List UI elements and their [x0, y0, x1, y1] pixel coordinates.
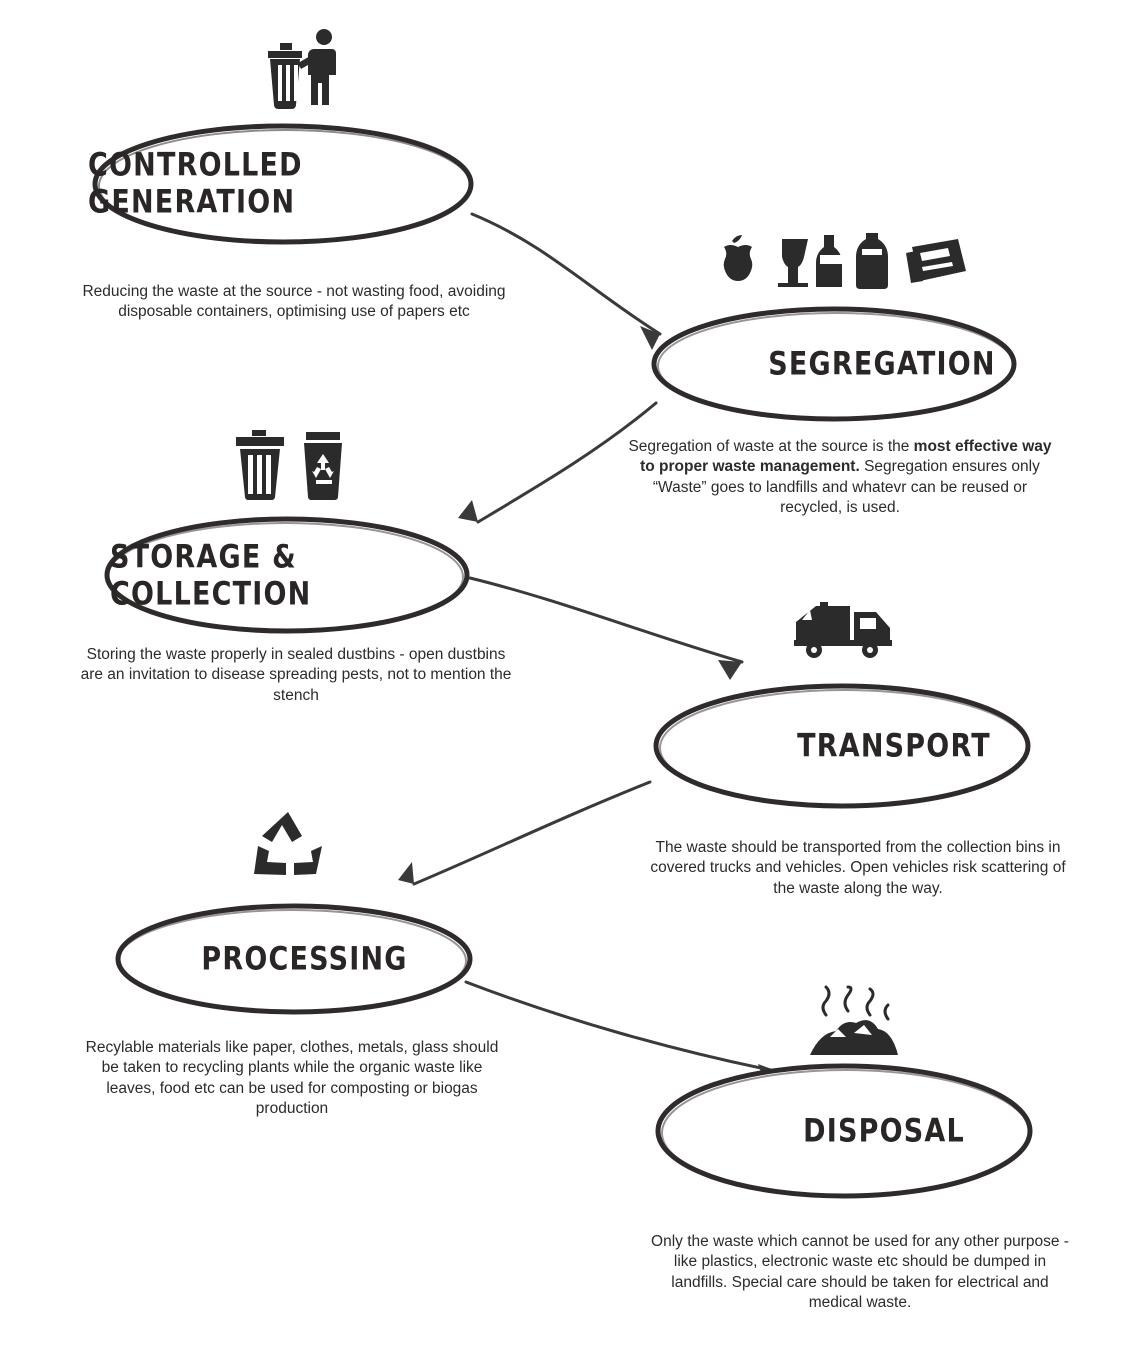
- caption-transport: The waste should be transported from the collection bins in covered trucks and vehicles. Open vehicles risk scattering of the waste along the way.: [650, 839, 1066, 897]
- apple-bottle-newspaper-icon: [716, 233, 966, 294]
- node-disposal[interactable]: [652, 1060, 1036, 1202]
- caption-disposal: Only the waste which cannot be used for any other purpose - like plastics, electronic waste etc should be dumped in landfills. Special care should be taken for electrical and medical waste.: [651, 1233, 1069, 1312]
- node-controlled-generation[interactable]: [88, 120, 478, 248]
- caption-text-bold: most effective way to proper waste management.: [640, 438, 1052, 476]
- arrow-processing-to-disposal: [466, 982, 780, 1072]
- node-label: DISPOSAL: [803, 1112, 965, 1150]
- caption-text-part1: Segregation of waste at the source is the: [628, 438, 914, 455]
- arrowhead-3: [718, 660, 742, 680]
- recycling-symbol-icon: [248, 810, 328, 891]
- caption-text-part2: Segregation ensures only “Waste” goes to landfills and whatevr can be reused or recycled, is used.: [652, 458, 1040, 517]
- caption-segregation: [620, 437, 1060, 519]
- person-throwing-trash-icon: [262, 25, 352, 120]
- node-label: STORAGE & COLLECTION: [110, 538, 312, 613]
- node-label: PROCESSING: [201, 940, 408, 978]
- smoking-landfill-icon: [800, 985, 910, 1066]
- arrowhead-4: [398, 862, 414, 884]
- node-label: SEGREGATION: [768, 345, 996, 383]
- dustbin-recycle-bin-icon: [228, 428, 358, 505]
- caption-processing: Recylable materials like paper, clothes, metals, glass should be taken to recycling plants while the organic waste like leaves, food etc can be used for composting or biogas production: [85, 1039, 499, 1118]
- caption-storage-collection: Storing the waste properly in sealed dustbins - open dustbins are an invitation to disease spreading pests, not to mention the stench: [80, 646, 512, 704]
- node-transport[interactable]: [650, 680, 1034, 812]
- arrow-transport-to-processing: [414, 782, 650, 884]
- node-segregation[interactable]: [648, 303, 1020, 425]
- node-label: CONTROLLED GENERATION: [88, 147, 303, 221]
- node-processing[interactable]: [112, 900, 477, 1018]
- node-label: TRANSPORT: [797, 727, 991, 765]
- node-storage-collection[interactable]: [100, 512, 474, 639]
- caption-controlled-generation: Reducing the waste at the source - not wasting food, avoiding disposable containers, optimising use of papers etc: [82, 283, 506, 321]
- garbage-truck-icon: [790, 600, 898, 665]
